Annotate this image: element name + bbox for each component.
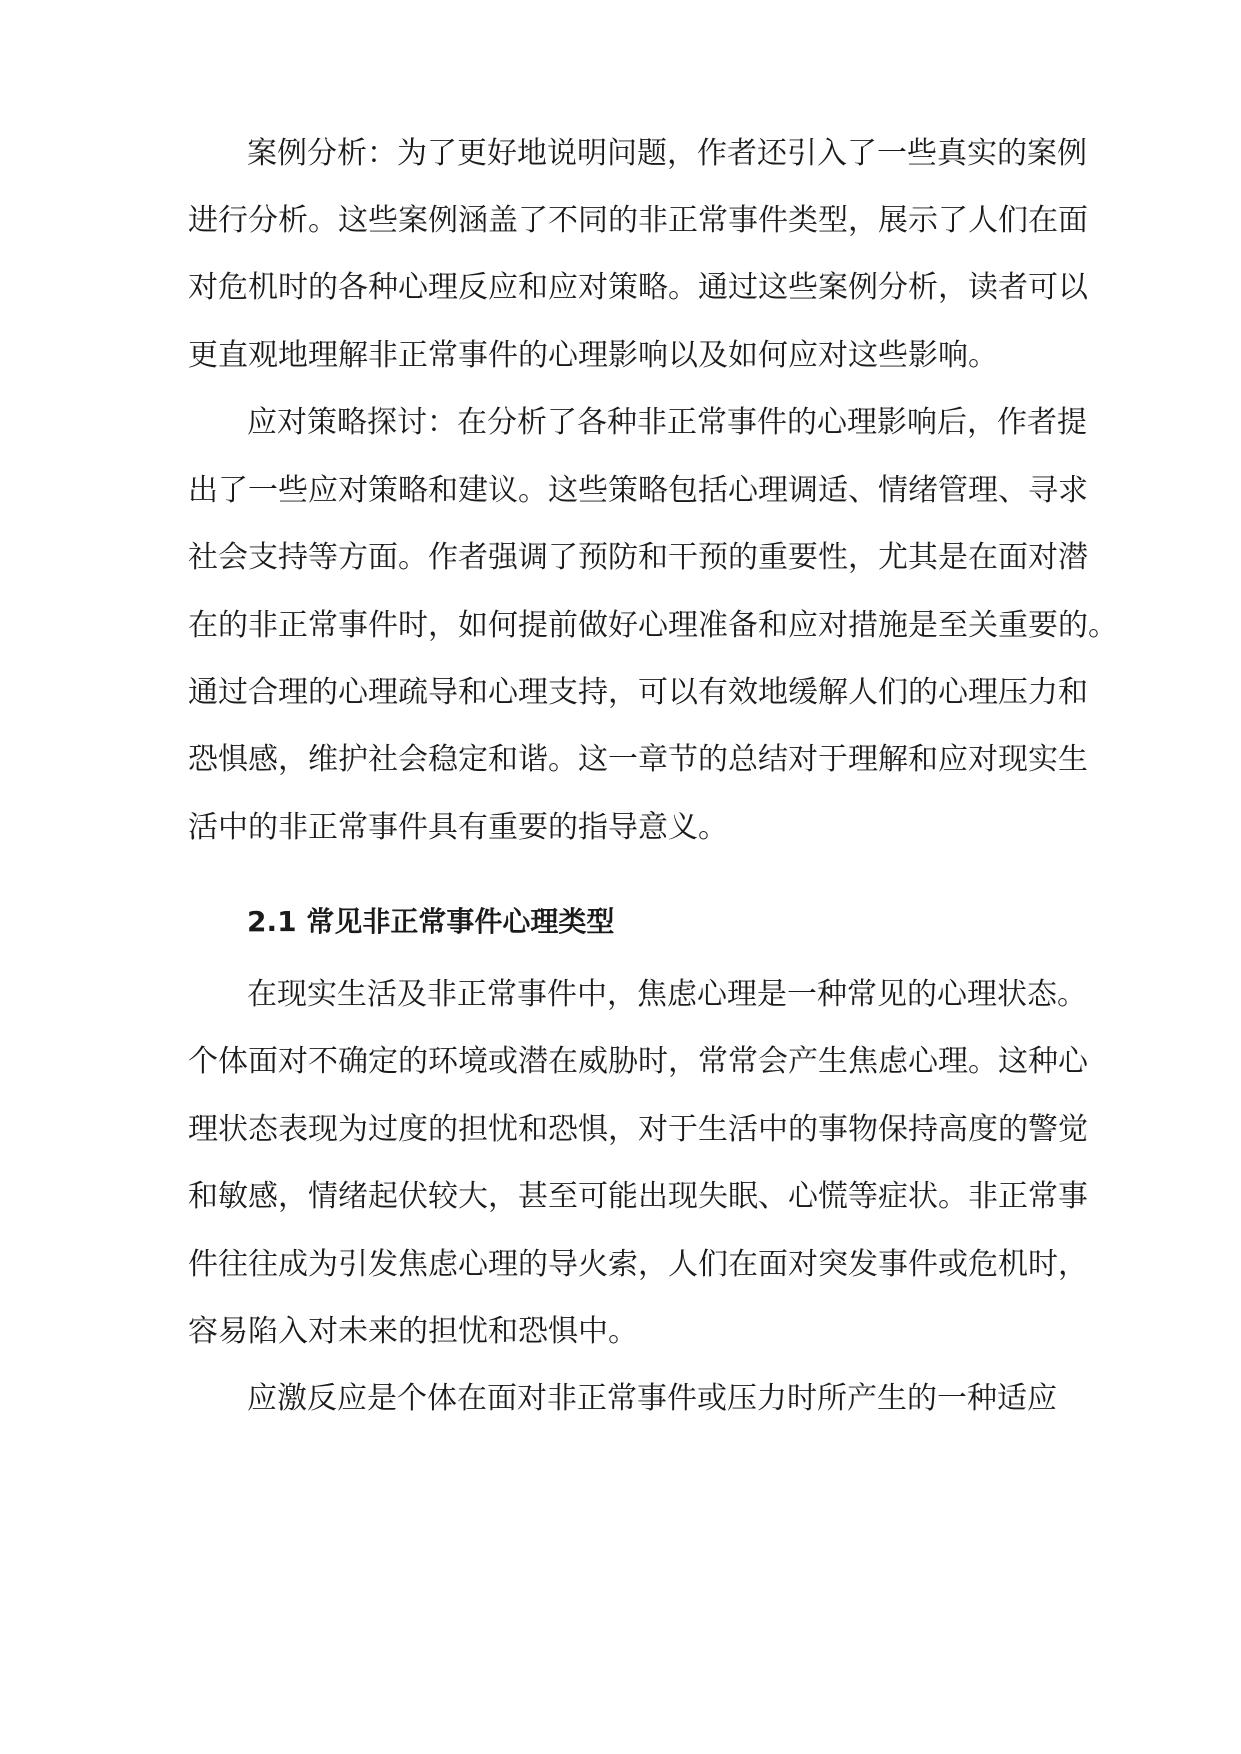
paragraph-case-analysis-line: 进行分析。这些案例涵盖了不同的非正常事件类型，展示了人们在面 <box>188 203 1088 238</box>
paragraph-anxiety-line: 个体面对不确定的环境或潜在威胁时，常常会产生焦虑心理。这种心 <box>188 1044 1088 1079</box>
paragraph-coping-strategies-line: 出了一些应对策略和建议。这些策略包括心理调适、情绪管理、寻求 <box>188 473 1088 508</box>
paragraph-case-analysis-line: 更直观地理解非正常事件的心理影响以及如何应对这些影响。 <box>188 338 998 373</box>
paragraph-case-analysis-line: 对危机时的各种心理反应和应对策略。通过这些案例分析，读者可以 <box>188 270 1088 305</box>
paragraph-anxiety-line: 在现实生活及非正常事件中，焦虑心理是一种常见的心理状态。 <box>247 977 1087 1012</box>
paragraph-anxiety-line: 和敏感，情绪起伏较大，甚至可能出现失眠、心慌等症状。非正常事 <box>188 1179 1088 1214</box>
paragraph-coping-strategies-line: 活中的非正常事件具有重要的指导意义。 <box>188 810 728 845</box>
paragraph-anxiety-line: 理状态表现为过度的担忧和恐惧，对于生活中的事物保持高度的警觉 <box>188 1112 1088 1147</box>
paragraph-coping-strategies-line: 在的非正常事件时，如何提前做好心理准备和应对措施是至关重要的。 <box>188 608 1118 643</box>
paragraph-anxiety-line: 容易陷入对未来的担忧和恐惧中。 <box>188 1314 638 1349</box>
section-heading: 2.1 常见非正常事件心理类型 <box>247 905 615 938</box>
paragraph-stress-response-line: 应激反应是个体在面对非正常事件或压力时所产生的一种适应 <box>247 1381 1057 1416</box>
paragraph-coping-strategies-line: 应对策略探讨：在分析了各种非正常事件的心理影响后，作者提 <box>247 405 1087 440</box>
paragraph-anxiety-line: 件往往成为引发焦虑心理的导火索，人们在面对突发事件或危机时， <box>188 1247 1088 1282</box>
paragraph-coping-strategies-line: 恐惧感，维护社会稳定和谐。这一章节的总结对于理解和应对现实生 <box>188 742 1088 777</box>
paragraph-coping-strategies-line: 社会支持等方面。作者强调了预防和干预的重要性，尤其是在面对潜 <box>188 540 1088 575</box>
paragraph-coping-strategies-line: 通过合理的心理疏导和心理支持，可以有效地缓解人们的心理压力和 <box>188 675 1088 710</box>
paragraph-case-analysis-line: 案例分析：为了更好地说明问题，作者还引入了一些真实的案例 <box>247 136 1087 171</box>
